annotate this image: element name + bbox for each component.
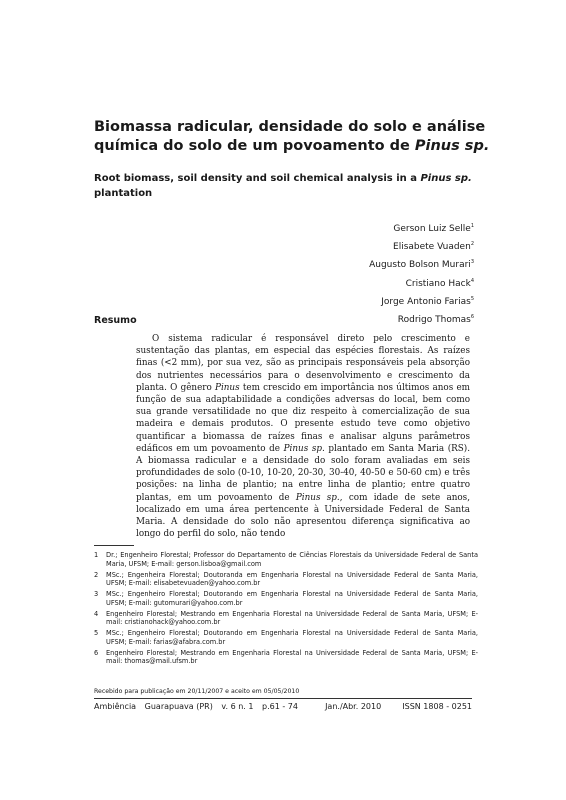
page-footer xyxy=(94,702,472,711)
received-date: Recebido para publicação em 20/11/2007 e aceito em 05/05/2010 xyxy=(94,688,300,695)
footer-journal: Ambiência xyxy=(94,702,137,711)
subtitle-end-text: plantation xyxy=(94,188,153,199)
article-title xyxy=(94,118,494,156)
footnote: 6 Engenheiro Florestal; Mestrando em Engenharia Florestal na Universidade Federal de Santa Maria, UFSM; E-mail: thomas@mail.ufsm.br xyxy=(94,648,478,665)
footer-citation xyxy=(94,702,304,711)
footnote: 4 Engenheiro Florestal; Mestrando em Engenharia Florestal na Universidade Federal de Santa Maria, UFSM; E-mail: cristianohack@yahoo.com.br xyxy=(94,609,478,626)
article-subtitle xyxy=(94,171,484,201)
author: Gerson Luiz Selle$^1$ xyxy=(393,223,474,234)
footer-city: Guarapuava (PR) xyxy=(144,702,213,711)
footer-volume: v. 6 n. 1 xyxy=(221,702,254,711)
footer-issn: ISSN 1808 - 0251 xyxy=(402,702,472,711)
subtitle-italic-text: Pinus sp. xyxy=(420,173,472,184)
footnote-divider xyxy=(94,545,134,546)
author: Rodrigo Thomas$^6$ xyxy=(397,314,474,326)
author: Cristiano Hack$^4$ xyxy=(405,277,474,289)
footnotes xyxy=(94,551,478,668)
footnote: 2 MSc.; Engenheira Florestal; Doutoranda em Engenharia Florestal na Universidade Federal de Santa Maria, UFSM; E-mail: elisabetevuaden@yahoo.com.br xyxy=(94,570,478,587)
author-list xyxy=(369,219,474,328)
subtitle-text: Root biomass, soil density and soil chemical analysis in a xyxy=(94,173,421,184)
footer-date: Jan./Abr. 2010 xyxy=(325,702,382,711)
footer-divider xyxy=(94,698,472,699)
title-italic-text: Pinus sp. xyxy=(414,138,490,154)
abstract-paragraph: O sistema radicular é responsável direto pelo crescimento e sustentação das plantas, em especial das espécies florestais. As raízes finas (<2 mm), por sua vez, são as principais responsáveis pela absorção dos nutrientes necessários para o desenvolvimento e crescimento da planta. O gênero Pinus tem crescido em importância nos últimos anos em função de sua adaptabilidade a condições adversas do local, bem como sua grande versatilidade no que diz respeito à comercialização de sua madeira e demais produtos. O presente estudo teve como objetivo quantificar a biomassa de raízes finas e analisar alguns parâmetros edáficos em um povoamento de Pinus sp. plantado em Santa Maria (RS). A biomassa radicular e a densidade do solo foram avaliadas em seis profundidades de solo (0-10, 10-20, 20-30, 30-40, 40-50 e 50-60 cm) e três posições: na linha de plantio; na entre linha de plantio; entre quatro plantas, em um povoamento de Pinus sp., com idade de sete anos, localizado em uma área pertencente à Universidade Federal de Santa Maria. A densidade do solo não apresentou diferença significativa ao longo do perfil do solo, não tendo xyxy=(136,334,470,540)
author: Augusto Bolson Murari$^3$ xyxy=(369,259,474,271)
footnote: 1 Dr.; Engenheiro Florestal; Professor do Departamento de Ciências Florestais da Universidade Federal de Santa Maria, UFSM; E-mail: gerson.lisboa@gmail.com xyxy=(94,551,478,568)
title-text: Biomassa radicular, densidade do solo e análise química do solo de um povoamento de xyxy=(94,119,486,154)
footer-pages: p.61 - 74 xyxy=(262,702,298,711)
footnote: 3 MSc.; Engenheiro Florestal; Doutorando em Engenharia Florestal na Universidade Federal de Santa Maria, UFSM; E-mail: gutomurari@yahoo.com.br xyxy=(94,590,478,607)
footnote: 5 MSc.; Engenheiro Florestal; Doutorando em Engenharia Florestal na Universidade Federal de Santa Maria, UFSM; E-mail: farias@afabra.com.br xyxy=(94,629,478,646)
section-heading-resumo: Resumo xyxy=(94,315,137,326)
author: Jorge Antonio Farias$^5$ xyxy=(381,295,474,307)
author: Elisabete Vuaden$^2$ xyxy=(393,241,474,253)
